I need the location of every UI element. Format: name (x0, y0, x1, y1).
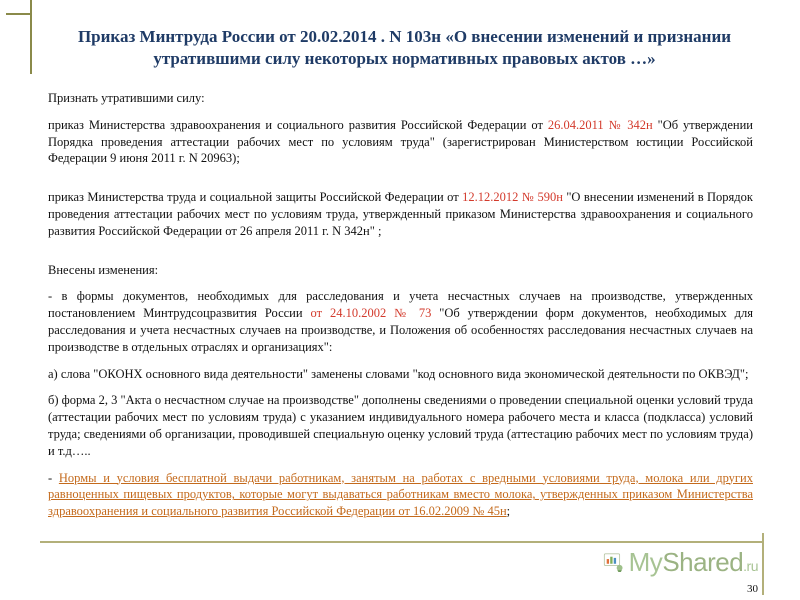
change-forms (48, 288, 753, 355)
item-text: "Об утверждении Порядка проведения аттестации рабочих мест по условиям труда" (зарегистрирован Министерством юстиции Российской Федерации 9 июня 2011 г. N 20963); (48, 117, 753, 166)
item-text: "О внесении изменений в Порядок проведения аттестации рабочих мест по условиям труда, утвержденный приказом Министерства здравоохранения и социального развития Российской Федерации от 26 апреля 2011 г. N 342н" ; (48, 190, 753, 238)
item-text: - в формы документов, необходимых для расследования и учета несчастных случаев на производстве, утвержденных постановлением Минтрудсоцразвития России (48, 289, 753, 321)
item-text: приказ Министерства труда и социальной защиты Российской Федерации от (48, 190, 463, 205)
frame-line-top (6, 13, 31, 15)
page-number: 30 (747, 583, 758, 595)
logo-wordmark: MyShared.ru (628, 546, 758, 577)
change-c (48, 470, 753, 520)
order-reference: 26.04.2011 № 342н (547, 117, 653, 132)
item-text: - (48, 470, 59, 485)
slide-title: Приказ Минтруда России от 20.02.2014 . N 103н «О внесении изменений и признании утратившими силу некоторых нормативных правовых актов …» (77, 27, 732, 68)
item-order-590n (48, 189, 753, 239)
heading-invalidated: Признать утратившими силу: (48, 91, 205, 105)
item-text: "Об утверждении форм документов, необходимых для расследования и учета несчастных случаев на производстве, и Положения об особенностях расследования несчастных случаев на производстве в отдельных отраслях и организациях": (48, 306, 753, 354)
frame-line-bottom (40, 541, 764, 543)
norms-link[interactable]: Нормы и условия бесплатной выдачи работникам, занятым на работах с вредными условиями труда, молока или других равноценных пищевых продуктов, которые могут выдаваться работникам вместо молока, утвержденных приказом Министерства здравоохранения и социального развития Российской Федерации от 16.02.2009 № 45н (48, 470, 753, 519)
item-text: приказ Министерства здравоохранения и социального развития Российской Федерации от (48, 117, 548, 132)
heading-changes: Внесены изменения: (48, 262, 159, 277)
item-order-342n (48, 117, 753, 167)
projector-icon (602, 545, 627, 579)
order-reference: от 24.10.2002 № 73 (310, 306, 432, 321)
myshared-logo (602, 545, 758, 579)
change-a: а) слова "ОКОНХ основного вида деятельности" заменены словами "код основного вида экономической деятельности по ОКВЭД"; (48, 366, 749, 381)
frame-line-right (762, 533, 764, 595)
slide-body (48, 90, 753, 520)
change-b: б) форма 2, 3 "Акта о несчастном случае на производстве" дополнены сведениями о проведении специальной оценки условий труда (аттестации рабочих мест по условиям труда) с указанием индивидуального номера рабочего места и класса (подкласса) условий труда; сведениями об организации, проводившей специальную оценку условий труда (аттестацию рабочих мест по условиям труда) и т.д….. (48, 393, 753, 458)
order-reference: 12.12.2012 № 590н (462, 190, 563, 205)
item-text: ; (506, 504, 511, 519)
